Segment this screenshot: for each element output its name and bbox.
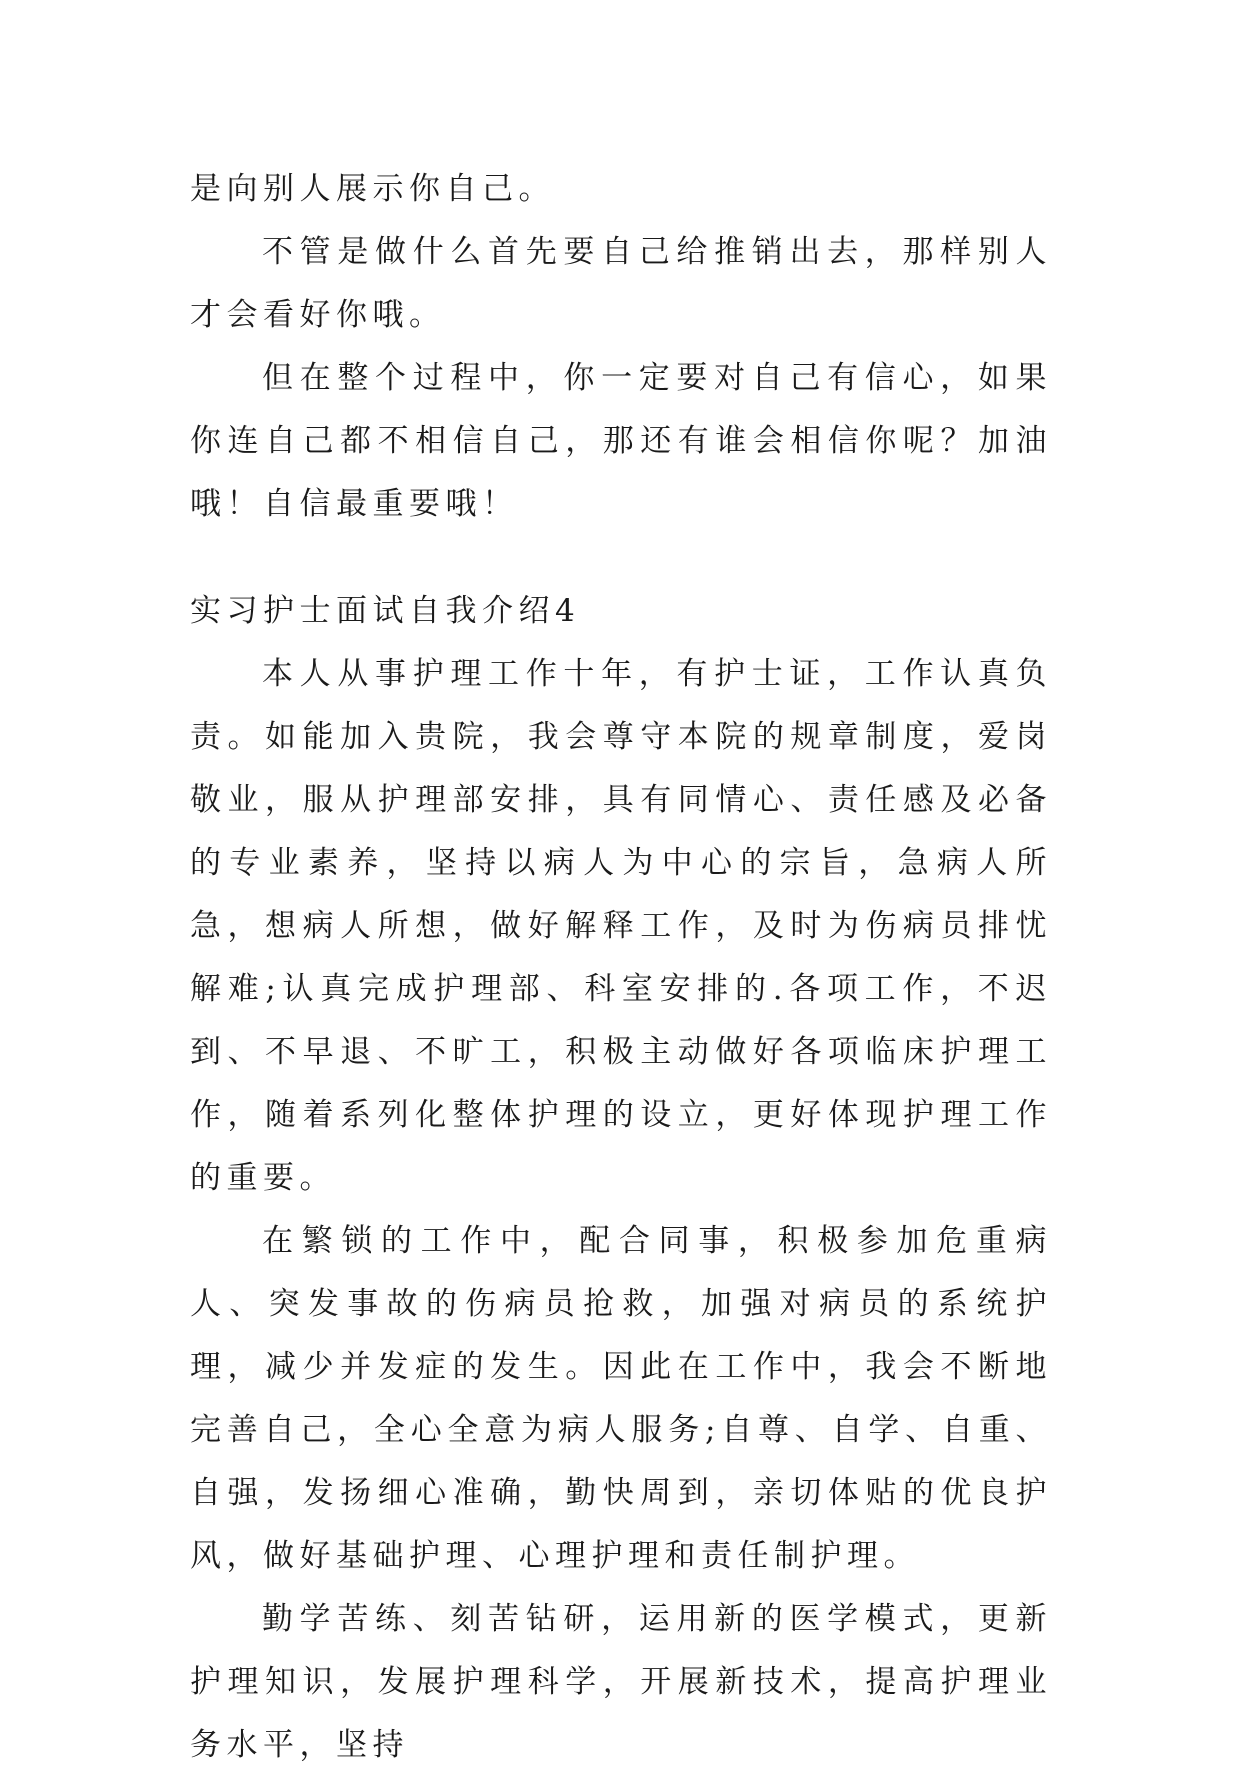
paragraph-confidence: 但在整个过程中，你一定要对自己有信心，如果你连自己都不相信自己，那还有谁会相信你呢？加油哦！自信最重要哦！ xyxy=(190,360,1052,522)
paragraph-teamwork: 在繁锁的工作中，配合同事，积极参加危重病人、突发事故的伤病员抢救，加强对病员的系统护理，减少并发症的发生。因此在工作中，我会不断地完善自己，全心全意为病人服务;自尊、自学、自重、自强，发扬细心准确，勤快周到，亲切体贴的优良护风，做好基础护理、心理护理和责任制护理。 xyxy=(190,1223,1052,1574)
paragraph-experience: 本人从事护理工作十年，有护士证，工作认真负责。如能加入贵院，我会尊守本院的规章制度，爱岗敬业，服从护理部安排，具有同情心、责任感及必备的专业素养，坚持以病人为中心的宗旨，急病人所急，想病人所想，做好解释工作，及时为伤病员排忧解难;认真完成护理部、科室安排的.各项工作，不迟到、不早退、不旷工，积极主动做好各项临床护理工作，随着系列化整体护理的设立，更好体现护理工作的重要。 xyxy=(190,656,1052,1196)
section-heading: 实习护士面试自我介绍4 xyxy=(190,593,581,629)
section-spacer xyxy=(190,536,1052,580)
paragraph-promote-yourself: 不管是做什么首先要自己给推销出去，那样别人才会看好你哦。 xyxy=(190,234,1052,333)
document-body xyxy=(190,158,1052,1777)
paragraph-continuation: 是向别人展示你自己。 xyxy=(190,171,555,207)
paragraph-study: 勤学苦练、刻苦钻研，运用新的医学模式，更新护理知识，发展护理科学，开展新技术，提高护理业务水平，坚持 xyxy=(190,1601,1052,1763)
